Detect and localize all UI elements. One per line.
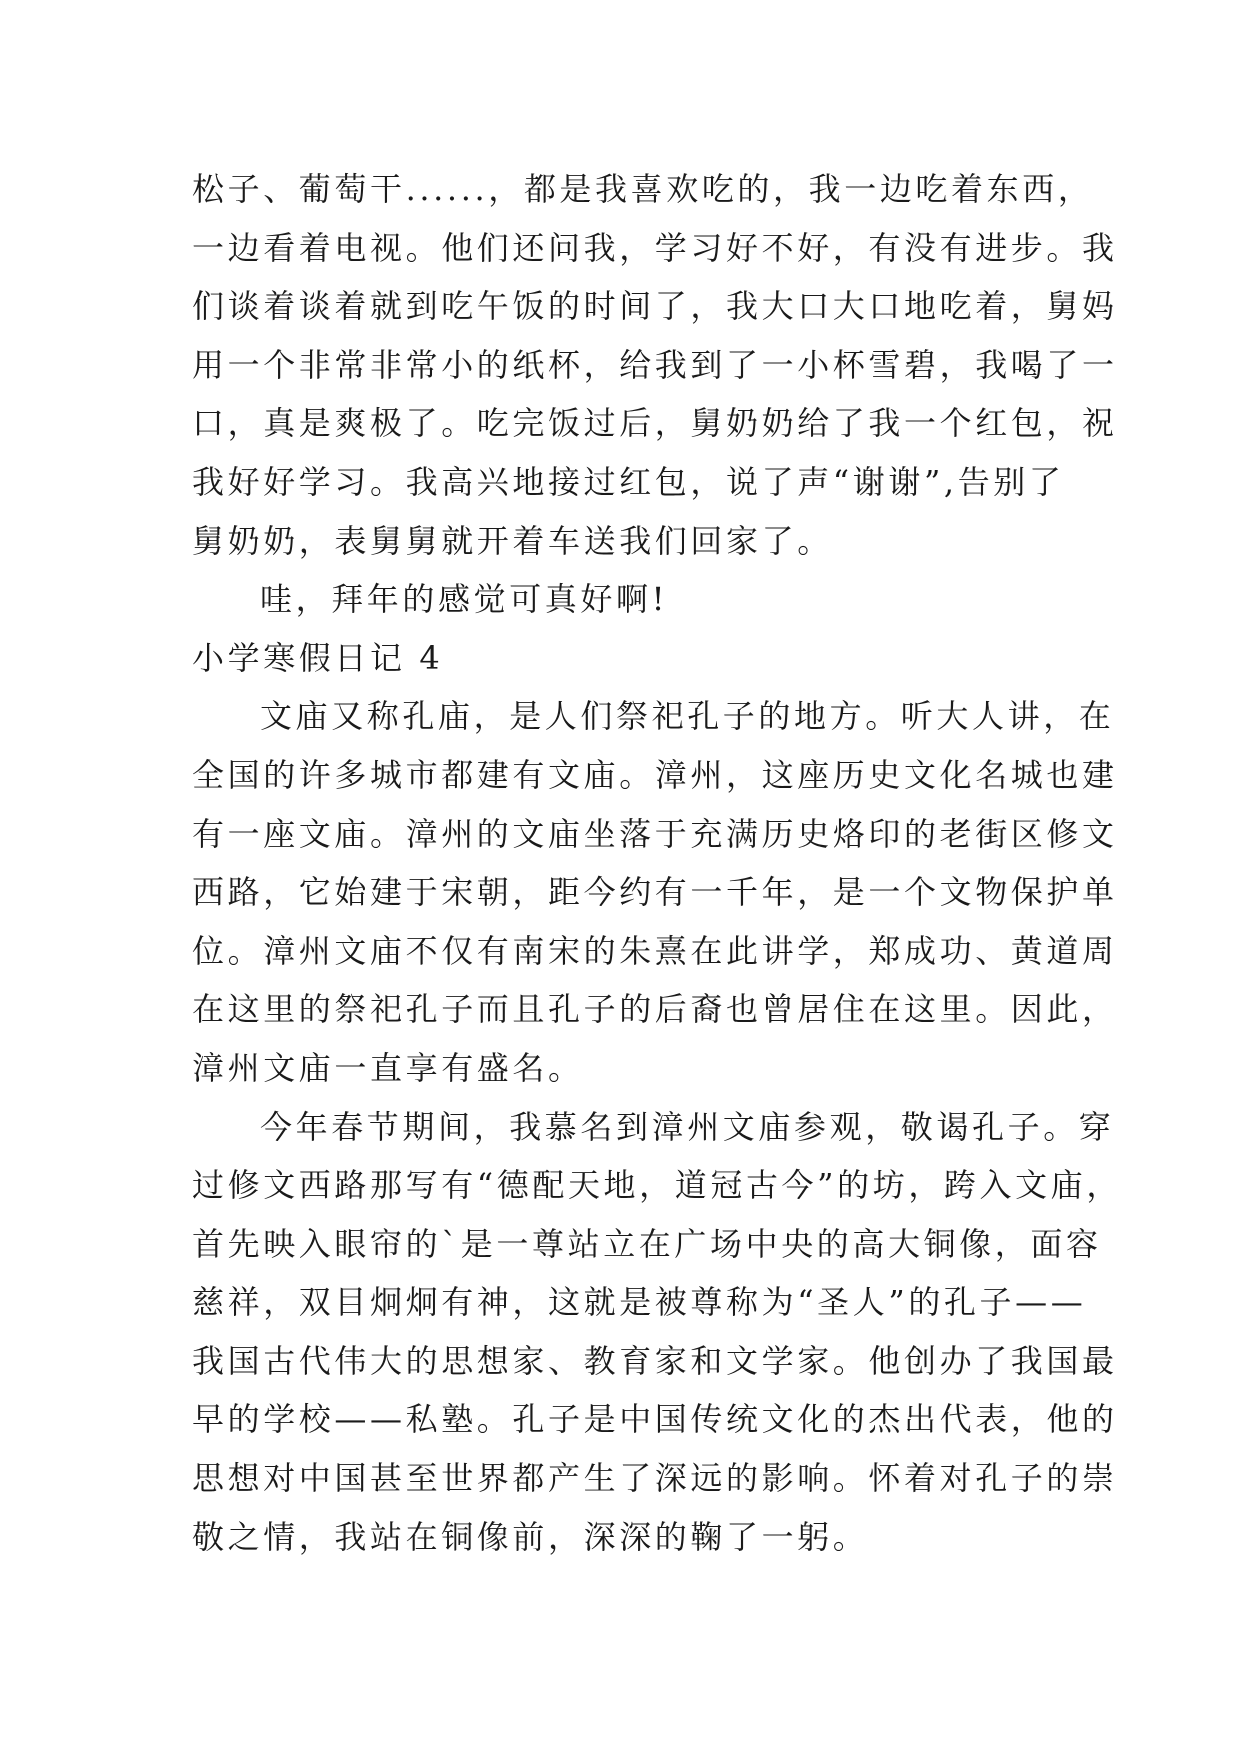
paragraph-line: 舅奶奶，表舅舅就开着车送我们回家了。 [192, 521, 833, 560]
paragraph-line: 敬之情，我站在铜像前，深深的鞠了一躬。 [192, 1517, 869, 1556]
paragraph-line: 们谈着谈着就到吃午饭的时间了，我大口大口地吃着，舅妈 [192, 287, 1118, 326]
paragraph-line: 今年春节期间，我慕名到漳州文庙参观，敬谒孔子。穿 [260, 1107, 1115, 1146]
paragraph-line: 漳州文庙一直享有盛名。 [192, 1048, 584, 1087]
document-body [192, 160, 1122, 1566]
section-heading [192, 629, 1052, 688]
paragraph-line: 在这里的祭祀孔子而且孔子的后裔也曾居住在这里。因此， [192, 990, 1118, 1029]
paragraph-line: 哇，拜年的感觉可真好啊! [260, 580, 669, 619]
paragraph-line: 思想对中国甚至世界都产生了深远的影响。怀着对孔子的崇 [192, 1459, 1118, 1498]
paragraph-line: 位。漳州文庙不仅有南宋的朱熹在此讲学，郑成功、黄道周 [192, 931, 1118, 970]
paragraph-line: 我国古代伟大的思想家、教育家和文学家。他创办了我国最 [192, 1341, 1118, 1380]
paragraph-line: 松子、葡萄干......，都是我喜欢吃的，我一边吃着东西， [192, 170, 1094, 208]
paragraph-line: 有一座文庙。漳州的文庙坐落于充满历史烙印的老街区修文 [192, 814, 1118, 853]
section-heading-text: 小学寒假日记 4 [192, 638, 444, 677]
paragraph-line: 首先映入眼帘的`是一尊站立在广场中央的高大铜像，面容 [192, 1224, 1102, 1263]
paragraph-line: 我好好学习。我高兴地接过红包，说了声“谢谢”,告别了 [192, 462, 1065, 501]
paragraph-line: 西路，它始建于宋朝，距今约有一千年，是一个文物保护单 [192, 873, 1118, 912]
paragraph-line: 口，真是爽极了。吃完饭过后，舅奶奶给了我一个红包，祝 [192, 404, 1118, 443]
paragraph-line: 一边看着电视。他们还问我，学习好不好，有没有进步。我 [192, 228, 1118, 267]
paragraph-2 [192, 570, 1052, 629]
paragraph-line: 慈祥，双目炯炯有神，这就是被尊称为“圣人”的孔子—— [192, 1283, 1087, 1322]
paragraph-line: 早的学校——私塾。孔子是中国传统文化的杰出代表，他的 [192, 1400, 1118, 1439]
paragraph-1 [192, 160, 1118, 570]
paragraph-line: 文庙又称孔庙，是人们祭祀孔子的地方。听大人讲，在 [260, 697, 1115, 736]
paragraph-line: 过修文西路那写有“德配天地，道冠古今”的坊，跨入文庙， [192, 1166, 1122, 1205]
paragraph-line: 全国的许多城市都建有文庙。漳州，这座历史文化名城也建 [192, 755, 1118, 794]
paragraph-line: 用一个非常非常小的纸杯，给我到了一小杯雪碧，我喝了一 [192, 345, 1118, 384]
paragraph-3 [192, 687, 1118, 1097]
paragraph-4 [192, 1098, 1122, 1567]
